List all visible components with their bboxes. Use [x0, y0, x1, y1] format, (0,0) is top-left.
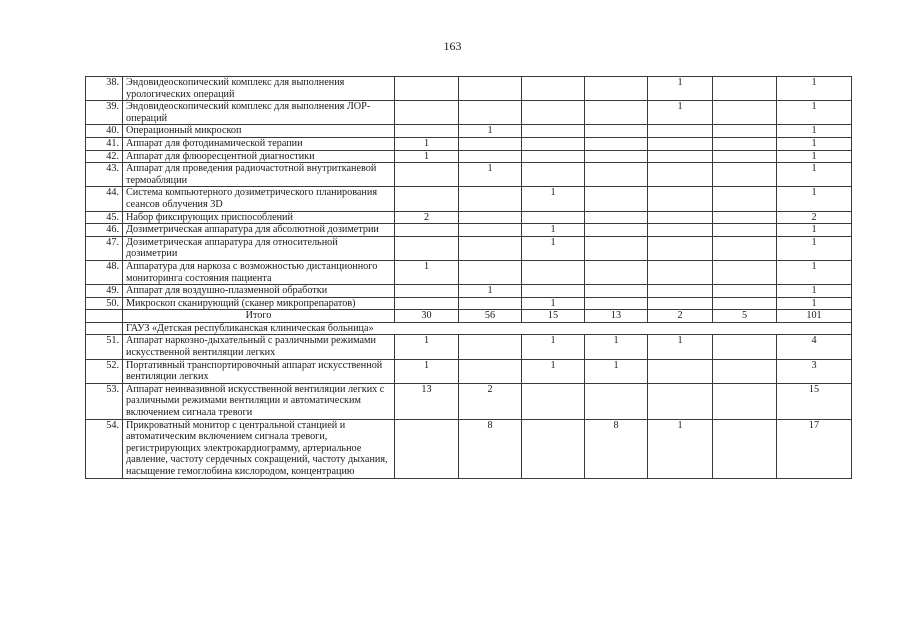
- quantity-cell-c2: [459, 211, 522, 224]
- total-quantity-cell: 4: [777, 335, 852, 359]
- quantity-cell-c1: [395, 77, 459, 101]
- table-row: [86, 335, 852, 359]
- quantity-cell-c1: [395, 163, 459, 187]
- total-label: Итого: [123, 310, 395, 323]
- quantity-cell-c3: 1: [522, 297, 585, 310]
- total-quantity-cell: 1: [777, 260, 852, 284]
- quantity-cell-c4: 1: [585, 335, 648, 359]
- row-number: 49.: [86, 285, 123, 298]
- quantity-cell-c1: 2: [395, 211, 459, 224]
- item-name: Аппаратура для наркоза с возможностью дистанционного мониторинга состояния пациента: [123, 260, 395, 284]
- total-row: [86, 310, 852, 323]
- total-quantity-cell: 1: [777, 163, 852, 187]
- quantity-cell-c6: [713, 150, 777, 163]
- quantity-cell-c1: [395, 187, 459, 211]
- quantity-cell-c2: [459, 224, 522, 237]
- row-number: 50.: [86, 297, 123, 310]
- quantity-cell-c5: 1: [648, 101, 713, 125]
- quantity-cell-c2: [459, 77, 522, 101]
- row-number: 44.: [86, 187, 123, 211]
- quantity-cell-c3: 1: [522, 236, 585, 260]
- row-number: 41.: [86, 137, 123, 150]
- table-row: [86, 163, 852, 187]
- table-row: [86, 77, 852, 101]
- section-header-row: [86, 322, 852, 335]
- quantity-cell-c6: [713, 101, 777, 125]
- total-quantity-cell: 1: [777, 236, 852, 260]
- item-name: Эндовидеоскопический комплекс для выполнения ЛОР-операций: [123, 101, 395, 125]
- quantity-cell-c5: [648, 163, 713, 187]
- table-row: [86, 285, 852, 298]
- item-name: Дозиметрическая аппаратура для абсолютной дозиметрии: [123, 224, 395, 237]
- total-quantity-cell: 3: [777, 359, 852, 383]
- total-quantity-cell: 1: [777, 150, 852, 163]
- equipment-table: [85, 76, 852, 479]
- quantity-cell-c1: [395, 224, 459, 237]
- total-quantity-cell: 1: [777, 224, 852, 237]
- quantity-cell-c3: 1: [522, 335, 585, 359]
- table-row: [86, 150, 852, 163]
- quantity-cell-c2: [459, 137, 522, 150]
- quantity-cell-c1: [395, 101, 459, 125]
- table-row: [86, 383, 852, 419]
- table-row: [86, 187, 852, 211]
- quantity-cell-c1: 1: [395, 150, 459, 163]
- item-name: Операционный микроскоп: [123, 125, 395, 138]
- quantity-cell-c1: 1: [395, 335, 459, 359]
- quantity-cell-c5: [648, 187, 713, 211]
- quantity-cell-c4: [585, 236, 648, 260]
- quantity-cell-c5: [648, 224, 713, 237]
- quantity-cell-c4: [585, 211, 648, 224]
- quantity-cell-c5: [648, 359, 713, 383]
- row-number: 38.: [86, 77, 123, 101]
- quantity-cell-c6: [713, 77, 777, 101]
- quantity-cell-c5: 2: [648, 310, 713, 323]
- quantity-cell-c6: [713, 383, 777, 419]
- quantity-cell-c1: 30: [395, 310, 459, 323]
- quantity-cell-c6: [713, 359, 777, 383]
- quantity-cell-c2: 1: [459, 125, 522, 138]
- row-number: 45.: [86, 211, 123, 224]
- quantity-cell-c1: 1: [395, 260, 459, 284]
- quantity-cell-c2: [459, 187, 522, 211]
- row-number: 43.: [86, 163, 123, 187]
- item-name: Набор фиксирующих приспособлений: [123, 211, 395, 224]
- quantity-cell-c5: [648, 297, 713, 310]
- quantity-cell-c4: [585, 285, 648, 298]
- total-quantity-cell: 1: [777, 137, 852, 150]
- quantity-cell-c3: [522, 77, 585, 101]
- table-row: [86, 137, 852, 150]
- table-body: [86, 77, 852, 479]
- row-number: 54.: [86, 419, 123, 478]
- table-row: [86, 211, 852, 224]
- quantity-cell-c6: [713, 211, 777, 224]
- quantity-cell-c6: [713, 297, 777, 310]
- quantity-cell-c5: 1: [648, 77, 713, 101]
- quantity-cell-c3: [522, 211, 585, 224]
- quantity-cell-c5: [648, 211, 713, 224]
- item-name: Прикроватный монитор с центральной станцией и автоматическим включением сигнала тревоги, регистрирующих электрокардиограмму, артериальное давление, частоту сердечных сокращений, частоту дыхания, насыщение гемоглобина кислородом, концентрацию: [123, 419, 395, 478]
- total-quantity-cell: 2: [777, 211, 852, 224]
- table-row: [86, 236, 852, 260]
- quantity-cell-c3: [522, 137, 585, 150]
- item-name: Дозиметрическая аппаратура для относительной дозиметрии: [123, 236, 395, 260]
- table-row: [86, 419, 852, 478]
- quantity-cell-c3: [522, 101, 585, 125]
- table-row: [86, 260, 852, 284]
- quantity-cell-c5: [648, 383, 713, 419]
- item-name: Аппарат наркозно-дыхательный с различными режимами искусственной вентиляции легких: [123, 335, 395, 359]
- quantity-cell-c2: 1: [459, 285, 522, 298]
- item-name: Аппарат для фотодинамической терапии: [123, 137, 395, 150]
- quantity-cell-c2: 8: [459, 419, 522, 478]
- row-number: 42.: [86, 150, 123, 163]
- item-name: Система компьютерного дозиметрического планирования сеансов облучения 3D: [123, 187, 395, 211]
- quantity-cell-c2: [459, 359, 522, 383]
- quantity-cell-c2: 56: [459, 310, 522, 323]
- total-quantity-cell: 1: [777, 297, 852, 310]
- row-number: [86, 310, 123, 323]
- quantity-cell-c3: 1: [522, 187, 585, 211]
- quantity-cell-c2: 2: [459, 383, 522, 419]
- total-quantity-cell: 1: [777, 125, 852, 138]
- item-name: Портативный транспортировочный аппарат искусственной вентиляции легких: [123, 359, 395, 383]
- item-name: Аппарат для флюоресцентной диагностики: [123, 150, 395, 163]
- total-quantity-cell: 101: [777, 310, 852, 323]
- item-name: Эндовидеоскопический комплекс для выполнения урологических операций: [123, 77, 395, 101]
- row-number: 47.: [86, 236, 123, 260]
- quantity-cell-c6: [713, 236, 777, 260]
- quantity-cell-c6: [713, 419, 777, 478]
- quantity-cell-c6: [713, 125, 777, 138]
- total-quantity-cell: 1: [777, 101, 852, 125]
- total-quantity-cell: 1: [777, 77, 852, 101]
- section-title: ГАУЗ «Детская республиканская клиническая больница»: [123, 322, 852, 335]
- quantity-cell-c4: [585, 150, 648, 163]
- table-row: [86, 101, 852, 125]
- quantity-cell-c5: [648, 150, 713, 163]
- quantity-cell-c1: 1: [395, 359, 459, 383]
- quantity-cell-c4: [585, 260, 648, 284]
- row-number: 53.: [86, 383, 123, 419]
- quantity-cell-c5: [648, 137, 713, 150]
- quantity-cell-c6: [713, 137, 777, 150]
- total-quantity-cell: 1: [777, 285, 852, 298]
- quantity-cell-c4: [585, 163, 648, 187]
- quantity-cell-c5: [648, 285, 713, 298]
- row-number: 40.: [86, 125, 123, 138]
- quantity-cell-c1: [395, 125, 459, 138]
- item-name: Аппарат неинвазивной искусственной вентиляции легких с различными режимами вентиляции и автоматическим включением сигнала тревоги: [123, 383, 395, 419]
- total-quantity-cell: 1: [777, 187, 852, 211]
- quantity-cell-c3: [522, 125, 585, 138]
- quantity-cell-c5: [648, 260, 713, 284]
- quantity-cell-c6: [713, 335, 777, 359]
- table-row: [86, 297, 852, 310]
- quantity-cell-c5: [648, 236, 713, 260]
- quantity-cell-c6: [713, 163, 777, 187]
- quantity-cell-c2: [459, 335, 522, 359]
- quantity-cell-c4: [585, 224, 648, 237]
- quantity-cell-c4: 13: [585, 310, 648, 323]
- quantity-cell-c6: [713, 260, 777, 284]
- row-number: 51.: [86, 335, 123, 359]
- quantity-cell-c4: [585, 77, 648, 101]
- quantity-cell-c3: [522, 163, 585, 187]
- table-row: [86, 125, 852, 138]
- quantity-cell-c1: [395, 419, 459, 478]
- quantity-cell-c3: [522, 383, 585, 419]
- quantity-cell-c3: [522, 419, 585, 478]
- item-name: Микроскоп сканирующий (сканер микропрепаратов): [123, 297, 395, 310]
- row-number: 46.: [86, 224, 123, 237]
- quantity-cell-c1: 1: [395, 137, 459, 150]
- quantity-cell-c2: [459, 101, 522, 125]
- table-row: [86, 359, 852, 383]
- quantity-cell-c6: [713, 224, 777, 237]
- quantity-cell-c4: [585, 383, 648, 419]
- quantity-cell-c3: [522, 260, 585, 284]
- quantity-cell-c3: 1: [522, 359, 585, 383]
- quantity-cell-c6: [713, 285, 777, 298]
- quantity-cell-c4: [585, 297, 648, 310]
- quantity-cell-c6: 5: [713, 310, 777, 323]
- quantity-cell-c2: [459, 297, 522, 310]
- row-number: 52.: [86, 359, 123, 383]
- quantity-cell-c6: [713, 187, 777, 211]
- quantity-cell-c4: [585, 187, 648, 211]
- item-name: Аппарат для проведения радиочастотной внутритканевой термоабляции: [123, 163, 395, 187]
- quantity-cell-c1: [395, 236, 459, 260]
- quantity-cell-c1: 13: [395, 383, 459, 419]
- quantity-cell-c4: 1: [585, 359, 648, 383]
- quantity-cell-c2: [459, 150, 522, 163]
- row-number: 48.: [86, 260, 123, 284]
- table-row: [86, 224, 852, 237]
- quantity-cell-c5: 1: [648, 419, 713, 478]
- page-number: 163: [443, 39, 462, 53]
- quantity-cell-c2: [459, 260, 522, 284]
- quantity-cell-c3: 15: [522, 310, 585, 323]
- row-number: 39.: [86, 101, 123, 125]
- quantity-cell-c2: [459, 236, 522, 260]
- quantity-cell-c2: 1: [459, 163, 522, 187]
- total-quantity-cell: 15: [777, 383, 852, 419]
- row-number-cell: [86, 322, 123, 335]
- quantity-cell-c4: 8: [585, 419, 648, 478]
- quantity-cell-c4: [585, 101, 648, 125]
- quantity-cell-c1: [395, 285, 459, 298]
- quantity-cell-c4: [585, 137, 648, 150]
- quantity-cell-c3: 1: [522, 224, 585, 237]
- quantity-cell-c5: [648, 125, 713, 138]
- quantity-cell-c4: [585, 125, 648, 138]
- quantity-cell-c3: [522, 285, 585, 298]
- total-quantity-cell: 17: [777, 419, 852, 478]
- item-name: Аппарат для воздушно-плазменной обработки: [123, 285, 395, 298]
- quantity-cell-c3: [522, 150, 585, 163]
- quantity-cell-c1: [395, 297, 459, 310]
- quantity-cell-c5: 1: [648, 335, 713, 359]
